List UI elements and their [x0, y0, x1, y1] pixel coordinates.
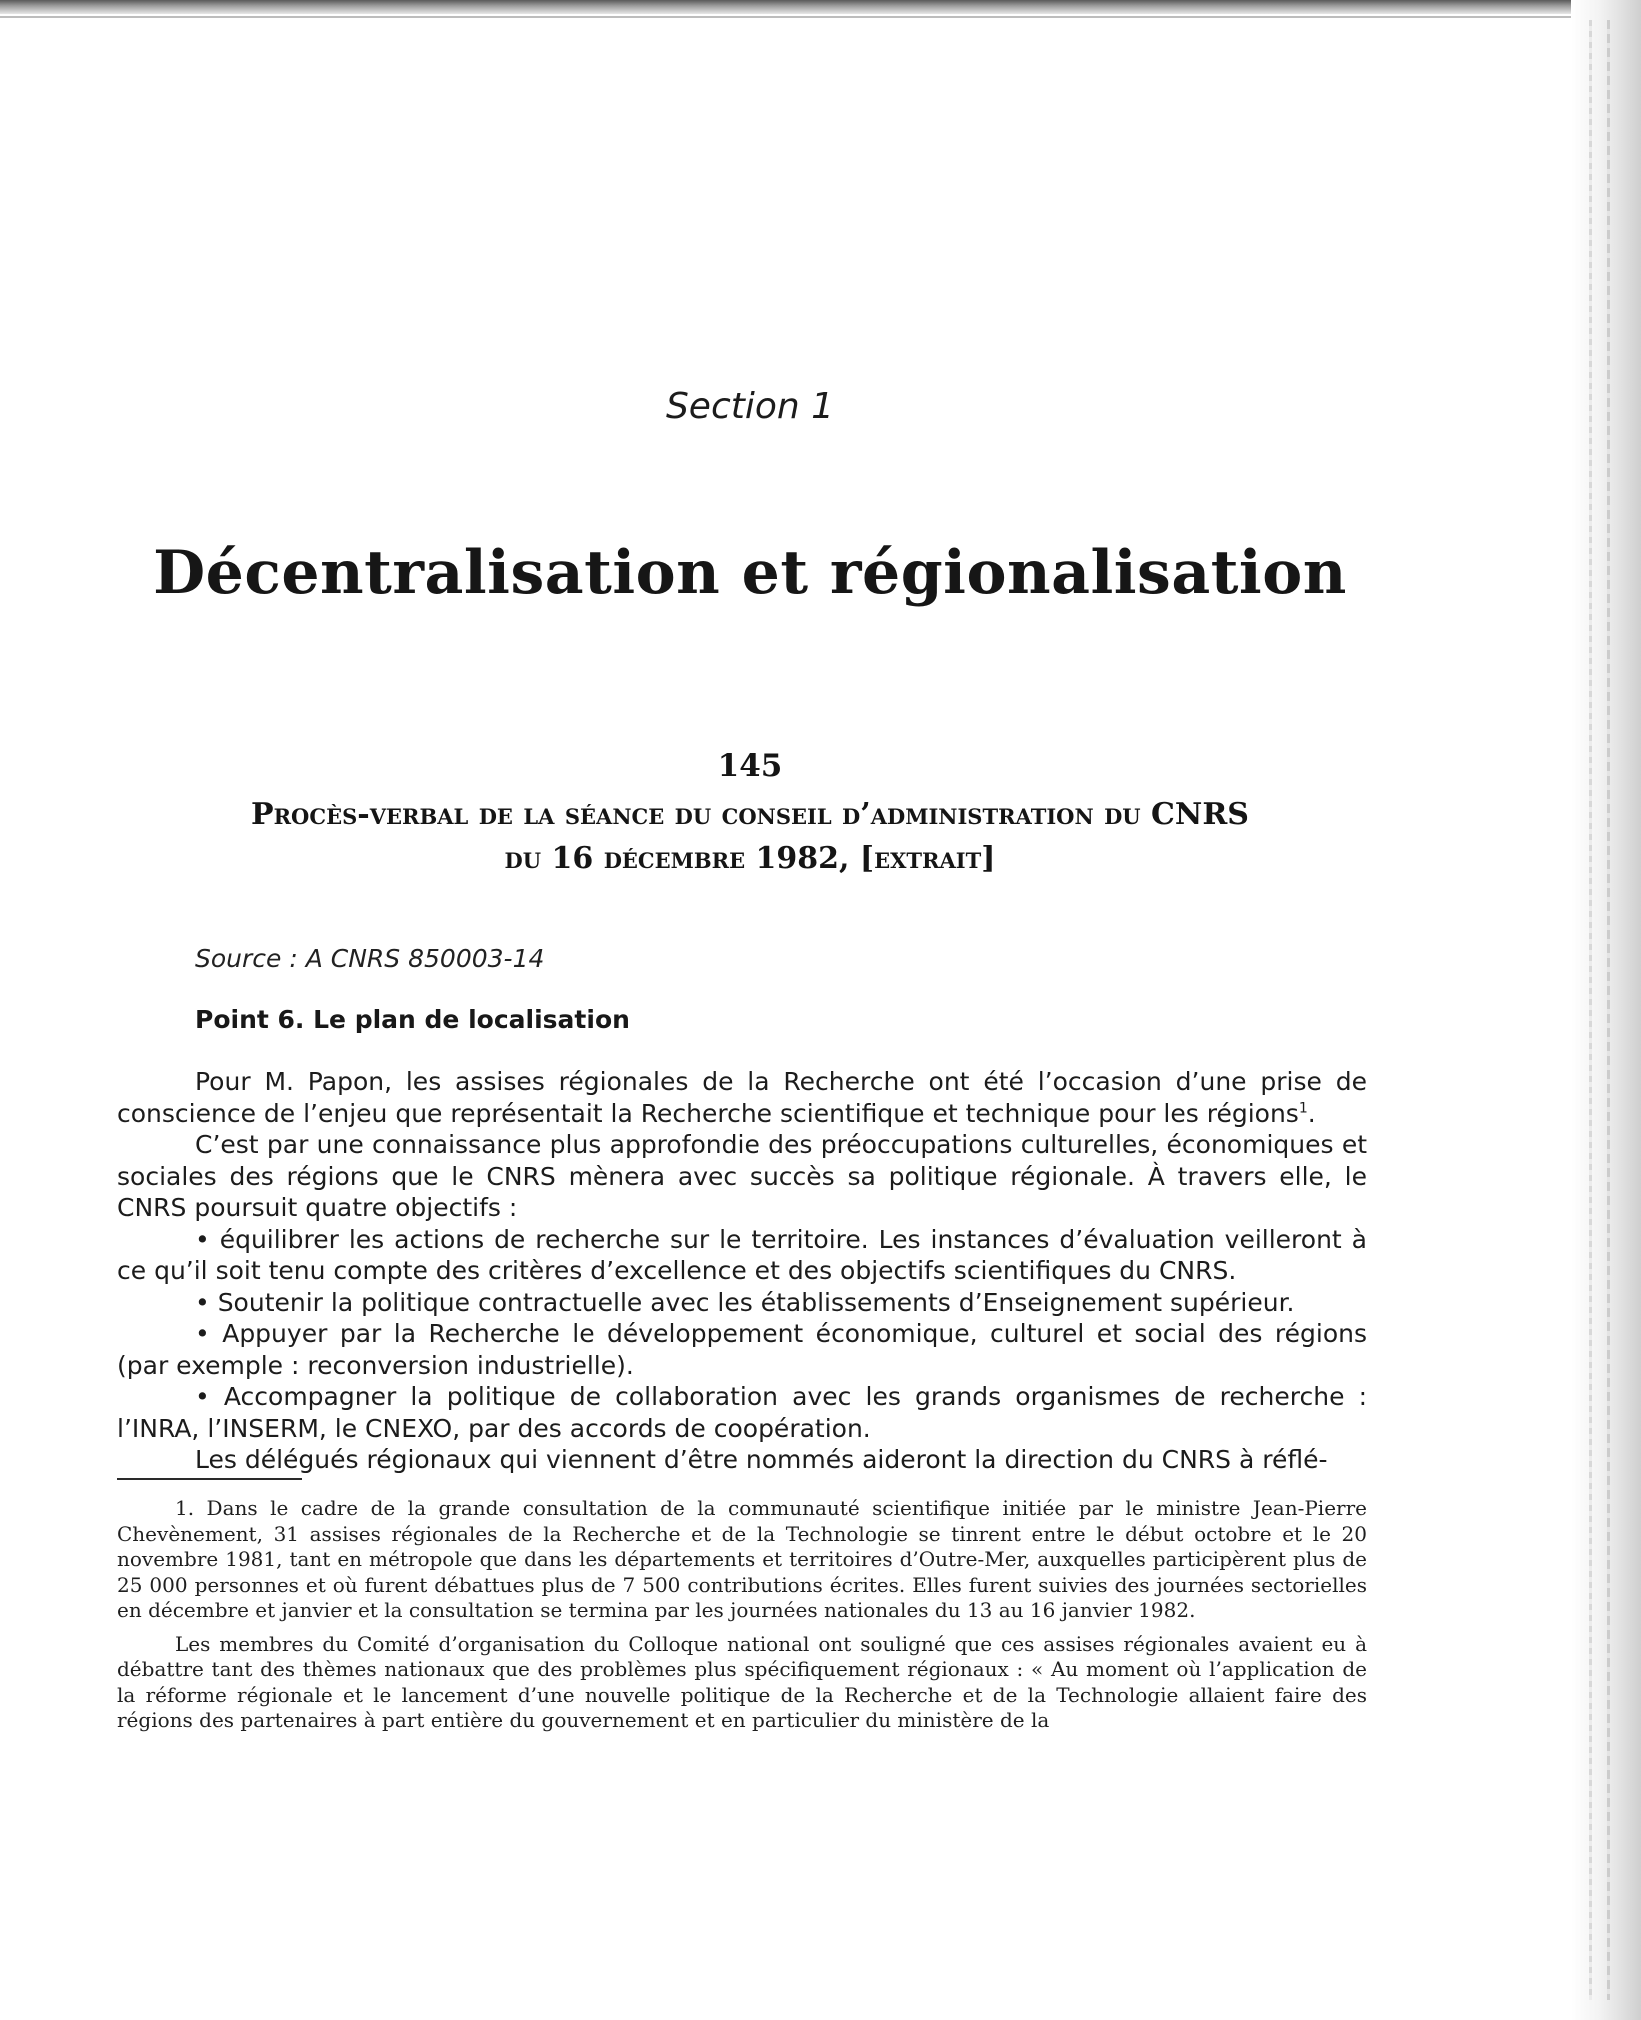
- footnote-1: 1. Dans le cadre de la grande consultation de la communauté scientifique initiée par le ministre Jean-Pierre Chevènement, 31 assises régionales de la Recherche et de la Technologie se tinrent entre le début octobre et le 20 novembre 1981, tant en métropole que dans les départements et territoires d’Outre-Mer, auxquelles participèrent plus de 25 000 personnes et où furent débattues plus de 7 500 contributions écrites. Elles furent suivies des journées sectorielles en décembre et janvier et la consultation se termina par les journées nationales du 13 au 16 janvier 1982.: [117, 1496, 1367, 1622]
- source-line: Source : A CNRS 850003-14: [195, 944, 545, 973]
- footnote-1-continuation: Les membres du Comité d’organisation du Colloque national ont souligné que ces assises régionales avaient eu à débattre tant des thèmes nationaux que des problèmes plus spécifiquement régionaux : « Au moment où l’application de la réforme régionale et le lancement d’une nouvelle politique de la Recherche et de la Technologie allaient faire des régions des partenaires à part entière du gouvernement et en particulier du ministère de la: [117, 1631, 1367, 1732]
- page-title: Décentralisation et régionalisation: [153, 538, 1347, 608]
- bullet-item-4: • Accompagner la politique de collaboration avec les grands organismes de recherche : l’INRA, l’INSERM, le CNEXO, par des accords de coopération.: [117, 1382, 1367, 1443]
- bullet-item-1: • équilibrer les actions de recherche sur le territoire. Les instances d’évaluation veilleront à ce qu’il soit tenu compte des critères d’excellence et des objectifs scientifiques du CNRS.: [117, 1224, 1367, 1285]
- document-heading-line-1: Procès-verbal de la séance du conseil d’administration du CNRS: [251, 797, 1249, 832]
- document-number: 145: [717, 748, 783, 784]
- scan-top-edge: [0, 0, 1641, 14]
- point-heading: Point 6. Le plan de localisation: [195, 1005, 630, 1034]
- document-heading-line-2: du 16 décembre 1982, [extrait]: [504, 841, 996, 876]
- paragraph-1-text: Pour M. Papon, les assises régionales de la Recherche ont été l’occasion d’une prise de conscience de l’enjeu que représentait la Recherche scientifique et technique pour les régions: [117, 1067, 1367, 1128]
- scan-page-edges: [1571, 0, 1641, 2020]
- footnote-reference: 1: [1298, 1100, 1308, 1117]
- paragraph-2: C’est par une connaissance plus approfondie des préoccupations culturelles, économiques et sociales des régions que le CNRS mènera avec succès sa politique régionale. À travers elle, le CNRS poursuit quatre objectifs :: [117, 1130, 1367, 1222]
- section-label: Section 1: [665, 386, 835, 427]
- paragraph-1: [117, 1066, 1367, 1129]
- footnote-divider: [117, 1478, 302, 1480]
- bullet-item-2: • Soutenir la politique contractuelle avec les établissements d’Enseignement supérieur.: [195, 1287, 1295, 1317]
- document-heading: [0, 793, 1500, 881]
- paragraph-3: Les délégués régionaux qui viennent d’être nommés aideront la direction du CNRS à réflé-: [195, 1445, 1328, 1474]
- body-text: [117, 1066, 1367, 1476]
- scan-top-line: [0, 16, 1641, 18]
- paragraph-1-end: .: [1307, 1098, 1316, 1128]
- footnotes: [117, 1496, 1367, 1742]
- bullet-item-3: • Appuyer par la Recherche le développement économique, culturel et social des régions (par exemple : reconversion industrielle).: [117, 1319, 1367, 1380]
